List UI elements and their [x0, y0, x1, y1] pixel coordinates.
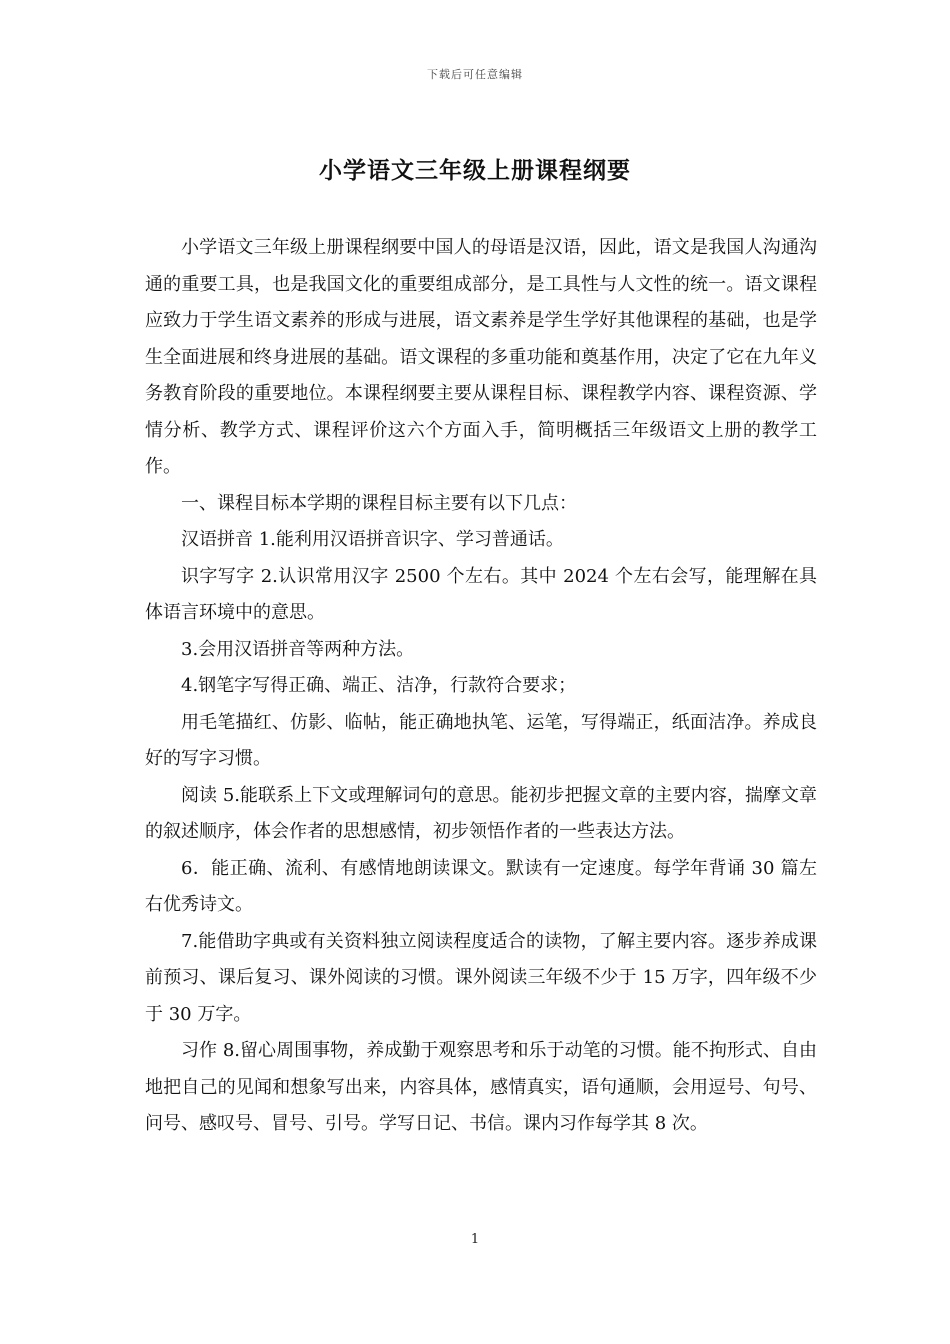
paragraph-goal-4: 4.钢笔字写得正确、端正、洁净，行款符合要求； [181, 675, 577, 696]
paragraph-goal-6: 6．能正确、流利、有感情地朗读课文。默读有一定速度。每学年背诵 30 篇左右优秀诗文。 [145, 857, 817, 915]
paragraph-goal-8: 习作 8.留心周围事物，养成勤于观察思考和乐于动笔的习惯。能不拘形式、自由地把自己的见闻和想象写出来，内容具体，感情真实，语句通顺，会用逗号、句号、问号、感叹号、冒号、引号。学写日记、书信。课内习作每学其 8 次。 [145, 1040, 817, 1134]
paragraph-goals-heading: 一、课程目标本学期的课程目标主要有以下几点： [181, 492, 577, 514]
paragraph-goal-1: 汉语拼音 1.能利用汉语拼音识字、学习普通话。 [181, 529, 564, 550]
header-note: 下载后可任意编辑 [427, 68, 523, 81]
paragraph-goal-5: 阅读 5.能联系上下文或理解词句的意思。能初步把握文章的主要内容，揣摩文章的叙述顺序，体会作者的思想感情，初步领悟作者的一些表达方法。 [145, 784, 817, 842]
paragraph-goal-2: 识字写字 2.认识常用汉字 2500 个左右。其中 2024 个左右会写，能理解在具体语言环境中的意思。 [145, 565, 817, 623]
paragraph-goal-7: 7.能借助字典或有关资料独立阅读程度适合的读物，了解主要内容。逐步养成课前预习、课后复习、课外阅读的习惯。课外阅读三年级不少于 15 万字，四年级不少于 30 万字。 [145, 930, 817, 1025]
document-title: 小学语文三年级上册课程纲要 [319, 157, 631, 184]
document-body [145, 230, 817, 1143]
page-number: 1 [470, 1232, 480, 1247]
paragraph-goal-4-cont: 用毛笔描红、仿影、临帖，能正确地执笔、运笔，写得端正，纸面洁净。养成良好的写字习惯。 [145, 711, 817, 769]
paragraph-goal-3: 3.会用汉语拼音等两种方法。 [181, 638, 415, 660]
paragraph-intro: 小学语文三年级上册课程纲要中国人的母语是汉语，因此，语文是我国人沟通沟通的重要工具，也是我国文化的重要组成部分，是工具性与人文性的统一。语文课程应致力于学生语文素养的形成与进展，语文素养是学生学好其他课程的基础，也是学生全面进展和终身进展的基础。语文课程的多重功能和奠基作用，决定了它在九年义务教育阶段的重要地位。本课程纲要主要从课程目标、课程教学内容、课程资源、学情分析、教学方式、课程评价这六个方面入手，简明概括三年级语文上册的教学工作。 [145, 237, 817, 477]
